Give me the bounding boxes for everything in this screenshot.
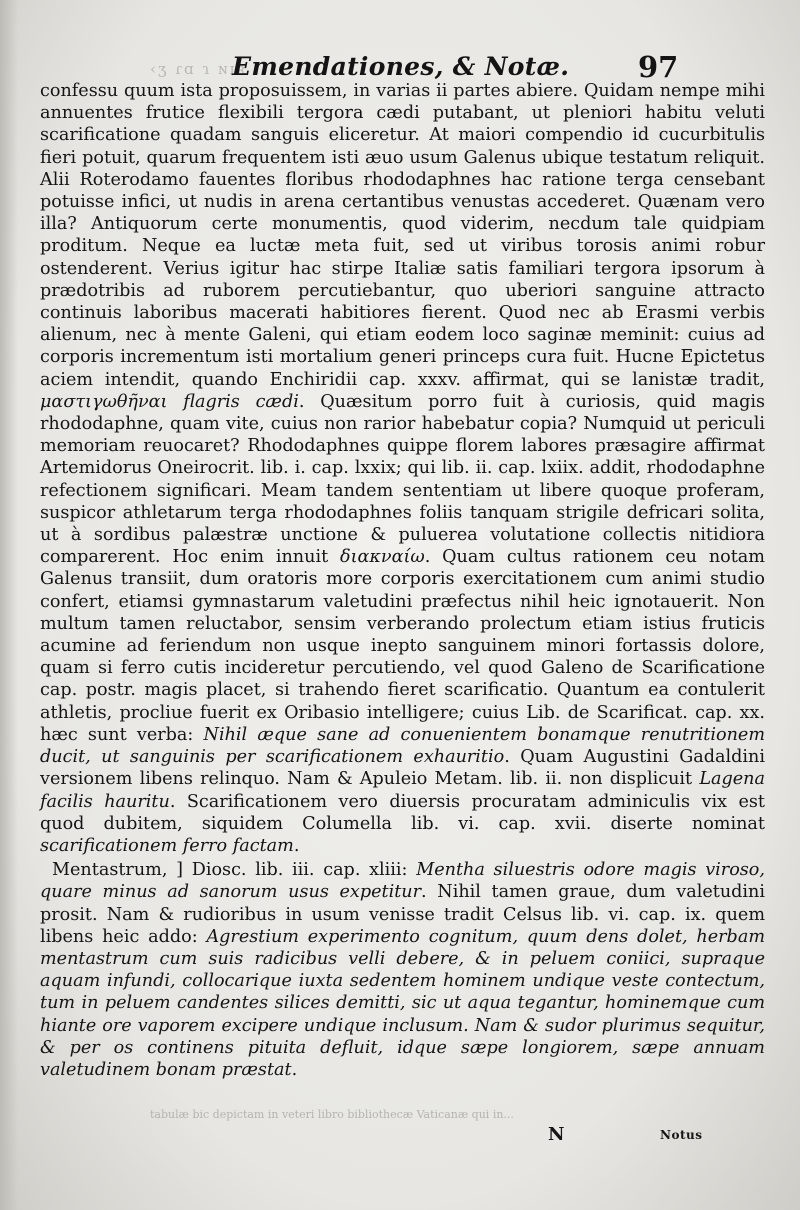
gutter-shadow <box>0 0 18 1210</box>
text-run: . Quam cultus rationem ceu notam Galenus transiit, dum oratoris more corporis exercitationem cum animi studio confert, etiamsi gymnastarum valetudini præfectus nihil heic ignotauerit. Non multum tamen reluctabor, sensim verberando prolectum etiam istius fruticis acumine ad feriendum non usque inepto sanguinem minori fortassis dolore, quam si ferro cutis incideretur percutiendo, vel quod Galeno de Scarificatione cap. postr. magis placet, si trahendo fieret scarificatio. Quantum ea contulerit athletis, procliue fuerit ex Oribasio intelligere; cuius Lib. de Scarificat. cap. xx. hæc sunt verba: <box>40 547 765 745</box>
bleed-through-header: ‹ʒ ɾɑ ɿ ɴɪʀ ɪ <box>150 60 261 78</box>
italic-run: Nihil æque sane ad conuenientem bonamque renutritionem ducit, ut sanguinis per scarificationem exhauritio <box>40 724 765 768</box>
italic-run: Agrestium experimento cognitum, quum dens dolet, herbam mentastrum cum suis radicibus velli debere, & in peluem coniici, supraque aquam infundi, collocarique iuxta sedentem hominem undique veste contectum, tum in peluem candentes silices demitti, sic ut aqua tegantur, hominemque cum hiante ore vaporem excipere undique inclusum. Nam & sudor plurimus sequitur, & per os continens pituita defluit, idque sæpe longiorem, sæpe annuam valetudinem bonam præstat <box>40 926 765 1080</box>
body-text <box>40 80 765 1081</box>
text-run: Mentastrum, ] Diosc. lib. iii. cap. xliii: <box>52 860 417 881</box>
catchword: Notus <box>660 1128 703 1142</box>
paragraph-0 <box>40 80 765 857</box>
text-run: . Scarificationem vero diuersis procuratam adminiculis vix est quod dubitem, siquidem Columella lib. vi. cap. xvii. diserte nominat <box>40 791 765 834</box>
italic-run: scarificationem ferro factam <box>40 835 294 856</box>
text-run: . Quam Augustini Gadaldini versionem libens relinquo. Nam & Apuleio Metam. lib. ii. non displicuit <box>40 747 765 790</box>
italic-run: Mentha siluestris odore magis viroso, quare minus ad sanorum usus expetitur <box>40 860 765 903</box>
italic-run: μαστιγωθῆναι flagris cædi <box>40 391 299 412</box>
text-run: . Quæsitum porro fuit à curiosis, quid magis rhododaphne, quam vite, cuius non rarior habebatur copia? Numquid ut periculi memoriam reuocaret? Rhododaphnes quippe florem labores præsagire affirmat Artemidorus Oneirocrit. lib. i. cap. lxxix; qui lib. ii. cap. lxiix. addit, rhododaphne refectionem significari. Meam tandem sententiam ut libere quoque proferam, suspicor athletarum terga rhododaphnes foliis tanquam strigile defricari solita, ut à sordibus palæstræ unctione & puluerea volutatione collectis nitidiora comparerent. Hoc enim innuit <box>40 391 766 568</box>
text-run: confessu quum ista proposuissem, in varias ii partes abiere. Quidam nempe mihi annuentes frutice flexibili tergora cædi putabant, ut pleniori habitu veluti scarificatione quadam sanguis eliceretur. At maiori compendio id cucurbitulis fieri potuit, quarum frequentem isti æuo usum Galenus ubique testatum reliquit. Alii Roterodamo fauentes floribus rhododaphnes hac ratione terga censebant potuisse infici, ut nudis in arena certantibus venustas accederet. Quænam vero illa? Antiquorum certe monumentis, quod viderim, necdum tale quidpiam proditum. Neque ea luctæ meta fuit, sed ut viribus torosis animi robur ostenderent. Verius igitur hac stirpe Italiæ satis familiari tergora ipsorum à prædotribis ad ruborem percutiebantur, quo uberiori sanguine attracto continuis laboribus macerati habitiores fierent. Quod nec ab Erasmi verbis alienum, nec à mente Galeni, qui etiam eodem loco saginæ meminit: cuius ad corporis incrementum isti mortalium generi princeps cura fuit. Hucne Epictetus aciem intendit, quando Enchiridii cap. xxxv. affirmat, qui se lanistæ tradit, <box>40 81 765 390</box>
text-run: . <box>291 1059 298 1080</box>
text-run: . Nihil tamen graue, dum valetudini prosit. Nam & rudioribus in usum venisse tradit Celsus lib. vi. cap. ix. quem libens heic addo: <box>40 882 765 947</box>
text-run: . <box>293 835 300 856</box>
running-title: Emendationes, & Notæ. <box>232 52 570 81</box>
page-number: 97 <box>638 50 679 84</box>
paragraph-1 <box>40 859 765 1081</box>
italic-run: διακναίω <box>339 547 425 568</box>
bleed-through-text: tabulæ bic depictam in veteri libro bibliothecæ Vaticanæ qui in... <box>150 1108 514 1121</box>
signature-mark: N <box>548 1124 565 1145</box>
italic-run: Lagena facilis hauritu <box>40 769 765 812</box>
page-footer <box>0 1122 800 1152</box>
